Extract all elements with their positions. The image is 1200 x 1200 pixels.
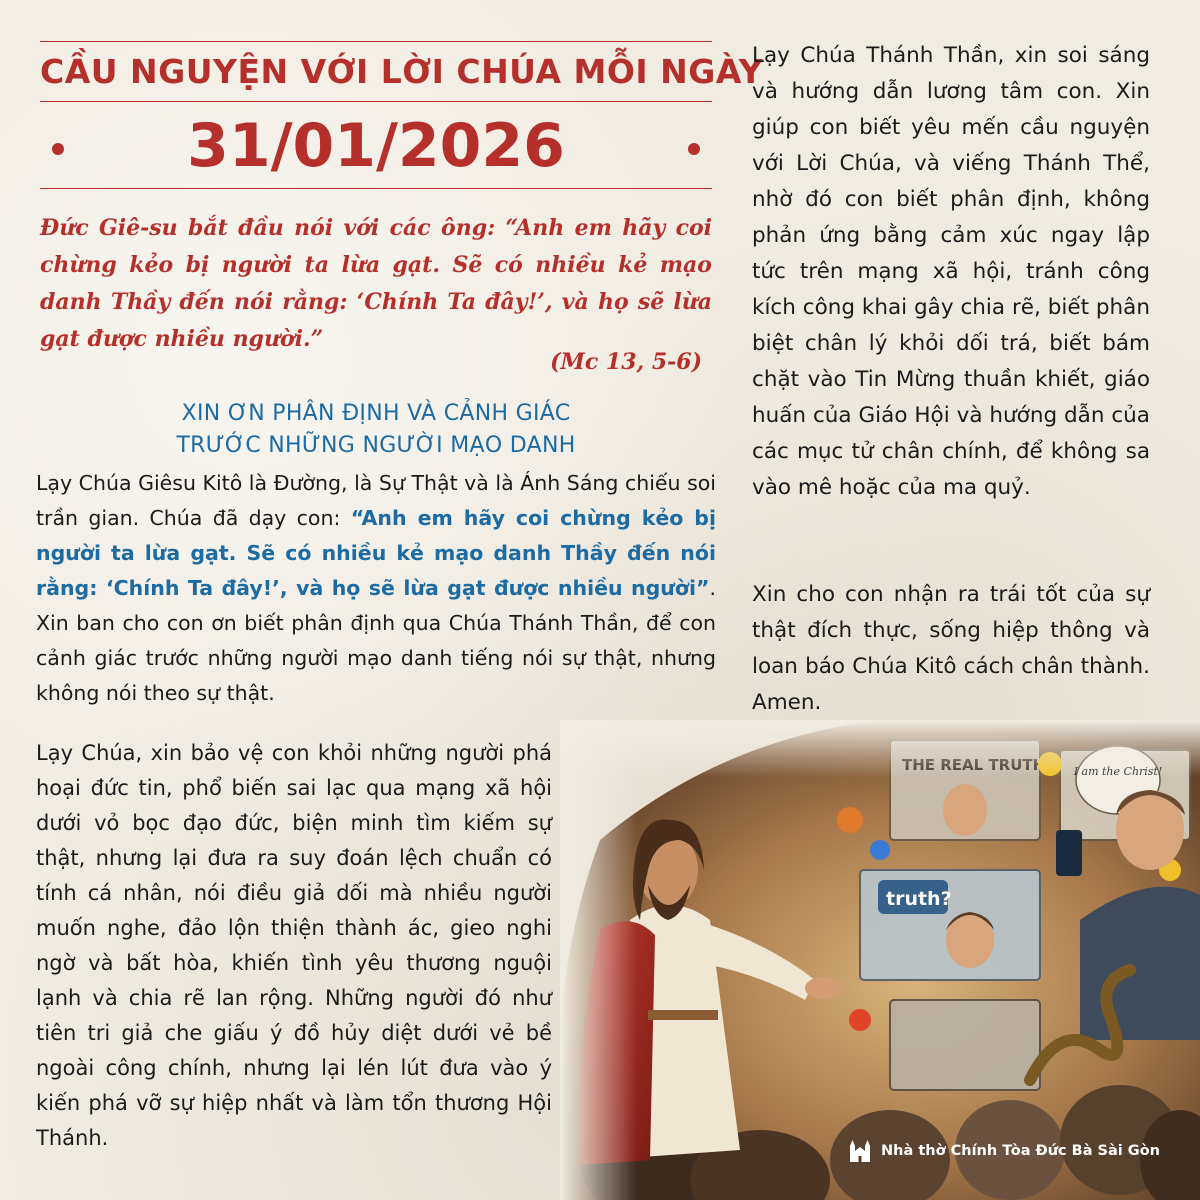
subtitle-line-2: TRƯỚC NHỮNG NGƯỜI MẠO DANH [176,433,576,458]
illustration [560,720,1200,1200]
header-middle-rule [40,101,712,102]
page-title: CẦU NGUYỆN VỚI LỜI CHÚA MỖI NGÀY [40,52,764,91]
prayer-paragraph-2: Lạy Chúa, xin bảo vệ con khỏi những người phá hoại đức tin, phổ biến sai lạc qua mạng xã hội dưới vỏ bọc đạo đức, biện minh tìm kiếm sự thật, nhưng lại đưa ra suy đoán lệch chuẩn có tính cá nhân, nói điều giả dối mà nhiều người muốn nghe, đảo lộn thiện thành ác, gieo nghi ngờ và bất hòa, khiến tình yêu thương nguội lạnh và chia rẽ lan rộng. Những người đó như tiên tri giả che giấu ý đồ hủy diệt dưới vẻ bề ngoài công chính, nhưng lại lén lút đưa vào ý kiến phá vỡ sự hiệp nhất và làm tổn thương Hội Thánh. [36,741,552,1150]
prayer-subtitle [40,398,712,462]
subtitle-line-1: XIN ƠN PHÂN ĐỊNH VÀ CẢNH GIÁC [181,401,571,426]
footer-text: Nhà thờ Chính Tòa Đức Bà Sài Gòn [881,1143,1160,1159]
header-top-rule [40,41,712,42]
bullet-dot-icon [688,143,700,155]
scripture-quote: Đức Giê-su bắt đầu nói với các ông: “Anh em hãy coi chừng kẻo bị người ta lừa gạt. Sẽ có nhiều kẻ mạo danh Thầy đến nói rằng: ‘Chính Ta đây!’, và họ sẽ lừa gạt được nhiều người.” [40,215,712,352]
date-label: 31/01/2026 [187,111,565,181]
scripture-reference: (Mc 13, 5-6) [550,349,702,375]
paragraph-1-rest: . Xin ban cho con ơn biết phân định qua Chúa Thánh Thần, để con cảnh giác trước những người mạo danh tiếng nói sự thật, nhưng không nói theo sự thật. [36,576,716,705]
prayer-paragraph-1 [36,466,716,711]
paragraph-1-intro: Lạy Chúa Giêsu Kitô là Đường, là Sự Thật và là Ánh Sáng chiếu soi trần gian. Chúa đã dạy con: [36,471,716,530]
prayer-paragraph-3: Lạy Chúa Thánh Thần, xin soi sáng và hướng dẫn lương tâm con. Xin giúp con biết yêu mến cầu nguyện với Lời Chúa, và viếng Thánh Thể, nhờ đó con biết phân định, không phản ứng bằng cảm xúc ngay lập tức trên mạng xã hội, tránh công kích công khai gây chia rẽ, biết phân biệt chân lý khỏi dối trá, biết bám chặt vào Tin Mừng thuần khiết, giáo huấn của Giáo Hội và hướng dẫn của các mục tử chân chính, để không sa vào mê hoặc của ma quỷ. [752,43,1150,500]
header-bottom-rule [40,188,712,189]
paragraph-1-quote: “Anh em hãy coi chừng kẻo bị người ta lừa gạt. Sẽ có nhiều kẻ mạo danh Thầy đến nói rằng: ‘Chính Ta đây!’, và họ sẽ lừa gạt được nhiều người” [36,506,716,600]
footer [847,1138,1160,1164]
date-row [40,107,712,187]
prayer-paragraph-4: Xin cho con nhận ra trái tốt của sự thật đích thực, sống hiệp thông và loan báo Chúa Kitô cách chân thành. Amen. [752,582,1150,715]
cathedral-icon [847,1138,873,1164]
